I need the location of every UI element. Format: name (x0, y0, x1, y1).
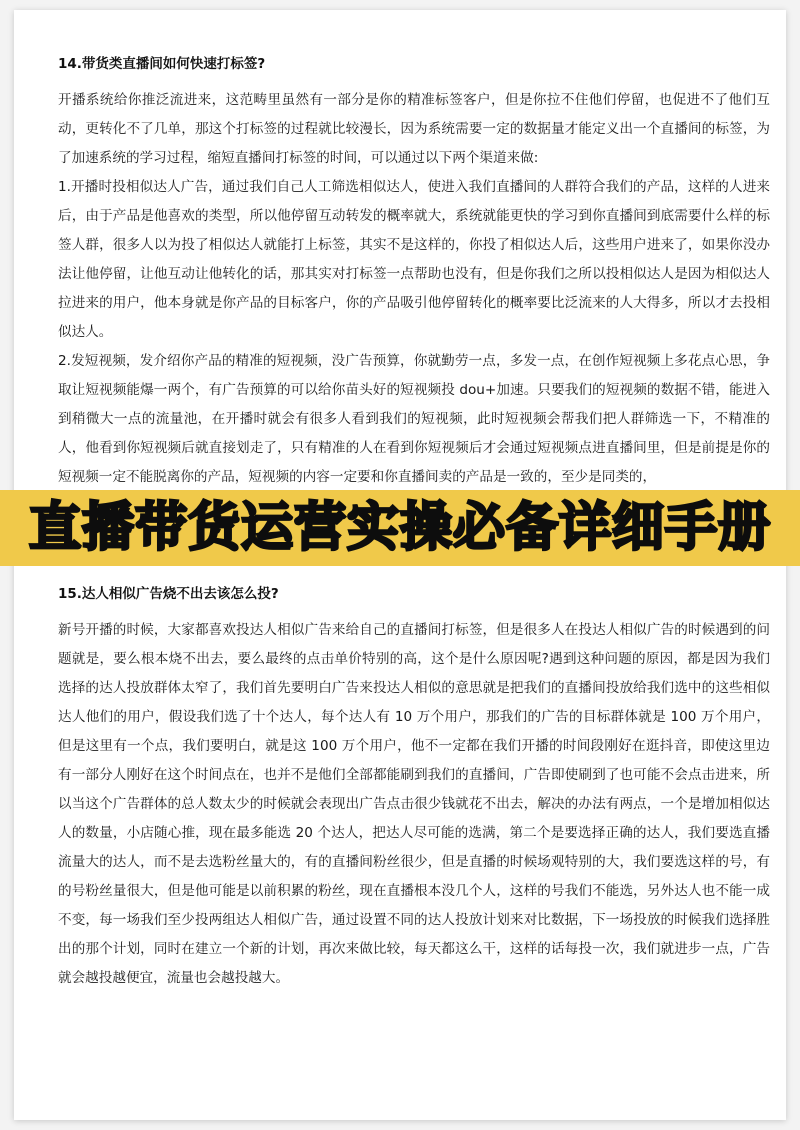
section-14-point-1: 1.开播时投相似达人广告，通过我们自己人工筛选相似达人，使进入我们直播间的人群符合我们的产品，这样的人进来后，由于产品是他喜欢的类型，所以他停留互动转发的概率就大，系统就能更快的学习到你直播间到底需要什么样的标签人群，很多人以为投了相似达人就能打上标签，其实不是这样的，你投了相似达人后，这些用户进来了，如果你没办法让他停留，让他互动让他转化的话，那其实对打标签一点帮助也没有，但是你我们之所以投相似达人是因为相似达人拉进来的用户，他本身就是你产品的目标客户，你的产品吸引他停留转化的概率要比泛流来的人大得多，所以才去投相似达人。 (58, 179, 770, 340)
section-15-body: 新号开播的时候，大家都喜欢投达人相似广告来给自己的直播间打标签，但是很多人在投达人相似广告的时候遇到的问题就是，要么根本烧不出去，要么最终的点击单价特别的高，这个是什么原因呢?遇到这种问题的原因，都是因为我们选择的达人投放群体太窄了，我们首先要明白广告来投达人相似的意思就是把我们的直播间投放给我们选中的这些相似达人他们的用户，假设我们选了十个达人，每个达人有 10 万个用户，那我们的广告的目标群体就是 100 万个用户，但是这里有一个点，我们要明白，就是这 100 万个用户，他不一定都在我们开播的时间段刚好在逛抖音，即使这里边有一部分人刚好在这个时间点在，也并不是他们全部都能刷到我们的直播间，广告即使刷到了也可能不会点击进来，所以当这个广告群体的总人数太少的时候就会表现出广告点击很少钱就花不出去，解决的办法有两点，一个是增加相似达人的数量，小店随心推，现在最多能选 20 个达人，把达人尽可能的选满，第二个是要选择正确的达人，我们要选直播流量大的达人，而不是去选粉丝量大的，有的直播间粉丝很少，但是直播的时候场观特别的大，我们要选这样的号，有的号粉丝量很大，但是他可能是以前积累的粉丝，现在直播根本没几个人，这样的号我们不能选，另外达人也不能一成不变，每一场我们至少投两组达人相似广告，通过设置不同的达人投放计划来对比数据，下一场投放的时候我们选择胜出的那个计划，同时在建立一个新的计划，再次来做比较，每天都这么干，这样的话每投一次，我们就进步一点，广告就会越投越便宜，流量也会越投越大。 (58, 622, 770, 986)
title-banner (0, 490, 800, 566)
section-14 (58, 54, 770, 492)
section-14-heading: 14.带货类直播间如何快速打标签? (58, 56, 266, 72)
section-14-intro: 开播系统给你推泛流进来，这范畴里虽然有一部分是你的精准标签客户，但是你拉不住他们停留，也促进不了他们互动，更转化不了几单，那这个打标签的过程就比较漫长，因为系统需要一定的数据量才能定义出一个直播间的标签，为了加速系统的学习过程，缩短直播间打标签的时间，可以通过以下两个渠道来做: (58, 92, 770, 166)
section-14-point-2: 2.发短视频，发介绍你产品的精准的短视频，没广告预算，你就勤劳一点，多发一点，在创作短视频上多花点心思，争取让短视频能爆一两个，有广告预算的可以给你苗头好的短视频投 dou+加速。只要我们的短视频的数据不错，能进入到稍微大一点的流量池，在开播时就会有很多人看到我们的短视频，此时短视频会帮我们把人群筛选一下，不精准的人，他看到你短视频后就直接划走了，只有精准的人在看到你短视频后才会通过短视频点进直播间里，但是前提是你的短视频一定不能脱离你的产品，短视频的内容一定要和你直播间卖的产品是一致的，至少是同类的， (58, 353, 770, 485)
section-15 (58, 584, 770, 993)
banner-title: 直播带货运营实操必备详细手册 (28, 498, 771, 558)
section-15-heading: 15.达人相似广告烧不出去该怎么投? (58, 586, 279, 602)
